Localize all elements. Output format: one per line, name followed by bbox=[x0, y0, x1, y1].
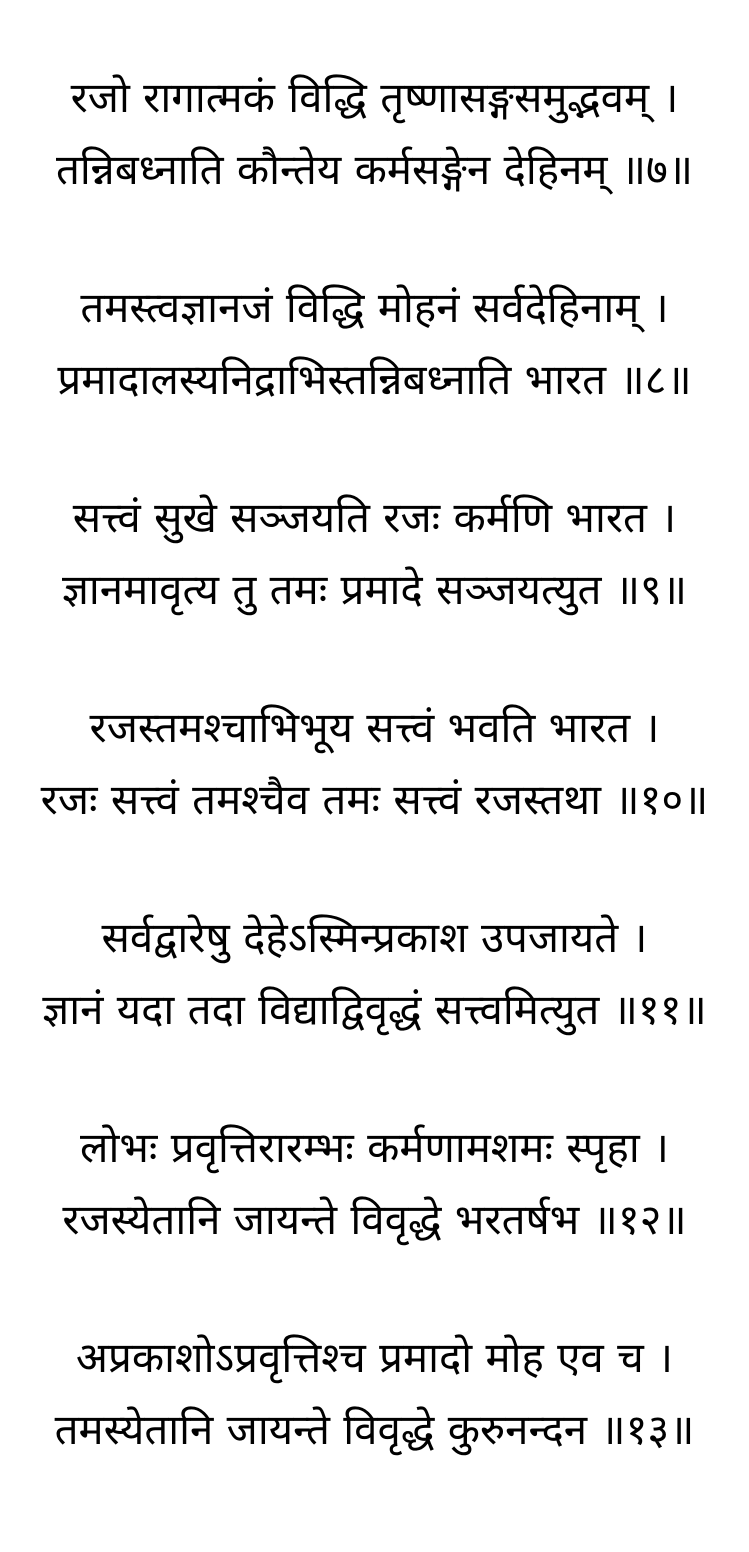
verse-line: तमस्येतानि जायन्ते विवृद्धे कुरुनन्दन ॥१३॥ bbox=[54, 1405, 695, 1454]
verse-line: रजस्येतानि जायन्ते विवृद्धे भरतर्षभ ॥१२॥ bbox=[62, 1195, 687, 1244]
verse-10 bbox=[0, 692, 749, 836]
verse-line: सर्वद्वारेषु देहेऽस्मिन्प्रकाश उपजायते । bbox=[101, 913, 648, 962]
verse-line: रजो रागात्मकं विद्धि तृष्णासङ्गसमुद्भवम् । bbox=[70, 73, 679, 122]
verse-line: अप्रकाशोऽप्रवृत्तिश्च प्रमादो मोह एव च । bbox=[75, 1333, 674, 1382]
verse-line: प्रमादालस्यनिद्राभिस्तन्निबध्नाति भारत ॥८॥ bbox=[57, 355, 692, 404]
verse-line: ज्ञानमावृत्य तु तमः प्रमादे सञ्जयत्युत ॥९॥ bbox=[62, 565, 687, 614]
verse-13 bbox=[0, 1322, 749, 1466]
verse-12 bbox=[0, 1112, 749, 1256]
verse-line: सत्त्वं सुखे सञ्जयति रजः कर्मणि भारत । bbox=[72, 493, 677, 542]
verse-line: लोभः प्रवृत्तिरारम्भः कर्मणामशमः स्पृहा । bbox=[80, 1123, 669, 1172]
verse-11 bbox=[0, 902, 749, 1046]
verse-7 bbox=[0, 62, 749, 206]
verse-line: रजः सत्त्वं तमश्चैव तमः सत्त्वं रजस्तथा ॥१०॥ bbox=[40, 775, 709, 824]
verse-line: तन्निबध्नाति कौन्तेय कर्मसङ्गेन देहिनम् ॥७॥ bbox=[55, 145, 694, 194]
verse-line: तमस्त्वज्ञानजं विद्धि मोहनं सर्वदेहिनाम् । bbox=[80, 283, 669, 332]
verse-line: ज्ञानं यदा तदा विद्याद्विवृद्धं सत्त्वमित्युत ॥११॥ bbox=[42, 985, 707, 1034]
verse-line: रजस्तमश्चाभिभूय सत्त्वं भवति भारत । bbox=[89, 703, 660, 752]
verse-8 bbox=[0, 272, 749, 416]
verse-9 bbox=[0, 482, 749, 626]
